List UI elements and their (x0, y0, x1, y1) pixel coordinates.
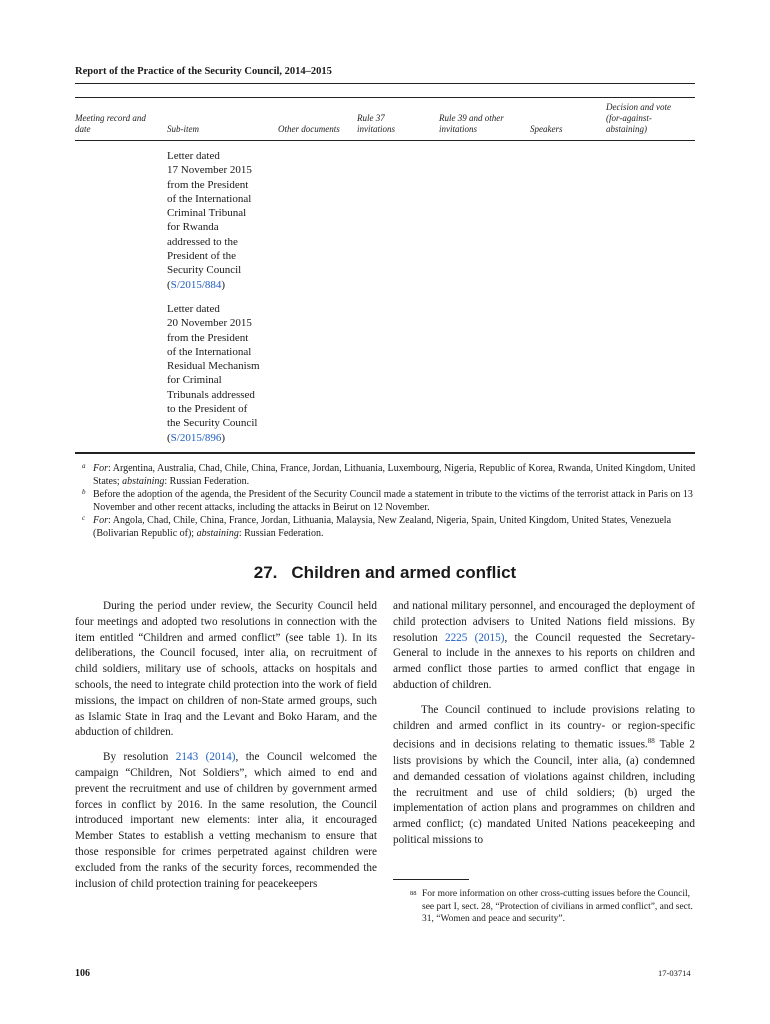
subitem-line: of the International (167, 192, 252, 205)
body-right-column (393, 599, 695, 858)
subitem-line: to the President of (167, 403, 248, 416)
col-speakers: Speakers (530, 124, 563, 134)
table-header-rule (75, 140, 695, 141)
subitem-line: addressed to the (167, 235, 238, 248)
resolution-link-2143[interactable]: 2143 (2014) (175, 751, 236, 764)
subitem-line: for Rwanda (167, 221, 219, 234)
subitem-line: for Criminal (167, 374, 222, 387)
footnote-marker: 88 (410, 890, 417, 897)
table-footnote-b: b Before the adoption of the agenda, the President of the Security Council made a statement in tribute to the victims of the terrorist attack in Paris on 13 November and other recent attacks, including the attacks in Beirut on 12 November. (82, 488, 693, 513)
col-rule39: Rule 39 and other invitations (439, 113, 504, 134)
footnote-marker: a (82, 462, 86, 470)
doc-link-s-2015-896[interactable]: S/2015/896 (170, 431, 222, 444)
table-top-rule (75, 97, 695, 98)
col-subitem: Sub-item (167, 124, 199, 134)
table-footnote-c: c For: Angola, Chad, Chile, China, France, Jordan, Lithuania, Malaysia, New Zealand, Nigeria, Spain, United Kingdom, United States, Venezuela (Bolivarian Republic of); abstaining: Russian Federation. (82, 514, 672, 539)
section-title: Children and armed conflict (291, 563, 517, 582)
col-other-documents: Other documents (278, 124, 340, 134)
footnote-marker: b (82, 488, 86, 496)
subitem-line: the Security Council (167, 417, 258, 430)
header-rule (75, 83, 695, 84)
footnote-marker: c (82, 514, 86, 522)
subitem-line: President of the (167, 250, 237, 263)
col-rule37: Rule 37 invitations (357, 113, 395, 134)
running-head: Report of the Practice of the Security Council, 2014–2015 (75, 66, 332, 77)
subitem-line: 17 November 2015 (167, 164, 252, 177)
subitem-line: Security Council (167, 264, 242, 277)
paragraph: and national military personnel, and encouraged the deployment of child protection advisers to United Nations field missions. By resolution 2225 (2015), the Council requested the Secretary-General to include in the annexes to his reports on children and armed conflict those parties to armed conflict that engage in abduction of children. (393, 600, 696, 691)
subitem-line: from the President (167, 178, 249, 191)
subitem-line: Criminal Tribunal (167, 207, 247, 220)
doc-link-s-2015-884[interactable]: S/2015/884 (170, 278, 222, 291)
body-left-column (75, 599, 377, 901)
subitem-line: 20 November 2015 (167, 317, 252, 330)
subitem-line: of the International (167, 345, 252, 358)
col-decision-vote: Decision and vote (for-against- abstaining) (606, 102, 671, 134)
page-number: 106 (75, 968, 90, 979)
paragraph: During the period under review, the Security Council held four meetings and adopted two resolutions in connection with the item entitled “Children and armed conflict” (see table 1). In its deliberations, the Council focused, inter alia, on recruitment of child soldiers, military use of schools, attacks on hospitals and schools, the need to integrate child protection into the work of field missions, the impact on children of non-State armed groups, such as Islamic State in Iraq and the Levant and Boko Haram, and the abduction of children. (75, 600, 377, 739)
subitem-letter-884: Letter dated 17 November 2015 from the President of the International Criminal Tribunal for Rwanda addressed to the President of the Security Council (S/2015/884) (167, 149, 277, 292)
section-number: 27. (253, 563, 278, 582)
paragraph: By resolution 2143 (2014), the Council welcomed the campaign “Children, Not Soldiers”, which aimed to end and prevent the recruitment and use of children by government armed forces in conflict by 2016. In the same resolution, the Council introduced important new elements: inter alia, it encouraged Member States to establish a vetting mechanism to ensure that those responsible for crimes perpetrated against children were excluded from the ranks of the security forces, recommended the inclusion of child protection training for peacekeepers (75, 751, 378, 890)
subitem-letter-896: Letter dated 20 November 2015 from the President of the International Residual Mechanism for Criminal Tribunals addressed to the President of the Security Council (S/2015/896) (167, 302, 277, 445)
document-code: 17-03714 (658, 968, 691, 978)
subitem-line: Tribunals addressed (167, 388, 255, 401)
paragraph: The Council continued to include provisions relating to children and armed conflict in its country- or region-specific decisions and in decisions relating to thematic issues.$^{88}$ Table 2 lists provisions by which the Council, inter alia, (a) condemned and demanded cessation of violations against children, including the recruitment and use of child soldiers; (b) urged the implementation of action plans and programmes on children and armed conflict; (c) mandated United Nations peacekeeping and political missions to (393, 703, 696, 846)
resolution-link-2225[interactable]: 2225 (2015) (444, 631, 505, 644)
subitem-line: Letter dated (167, 150, 220, 162)
footnote-separator (393, 879, 469, 880)
col-meeting-record: Meeting record and date (75, 113, 146, 134)
subitem-line: Residual Mechanism (167, 360, 260, 373)
table-bottom-rule (75, 452, 695, 454)
section-heading (0, 563, 770, 583)
footnote-88: 88 For more information on other cross-cutting issues before the Council, see part I, sect. 28, “Protection of civilians in armed conflict”, and sect. 31, “Women and peace and security”. (410, 889, 693, 925)
subitem-line: from the President (167, 331, 249, 344)
footnote-ref-88: 88 (647, 737, 655, 746)
table-footnote-a: a For: Argentina, Australia, Chad, Chile, China, France, Jordan, Lithuania, Luxembourg, Nigeria, Republic of Korea, Rwanda, United Kingdom, United States; abstaining: Russian Federation. (82, 462, 696, 487)
subitem-line: Letter dated (167, 303, 220, 315)
